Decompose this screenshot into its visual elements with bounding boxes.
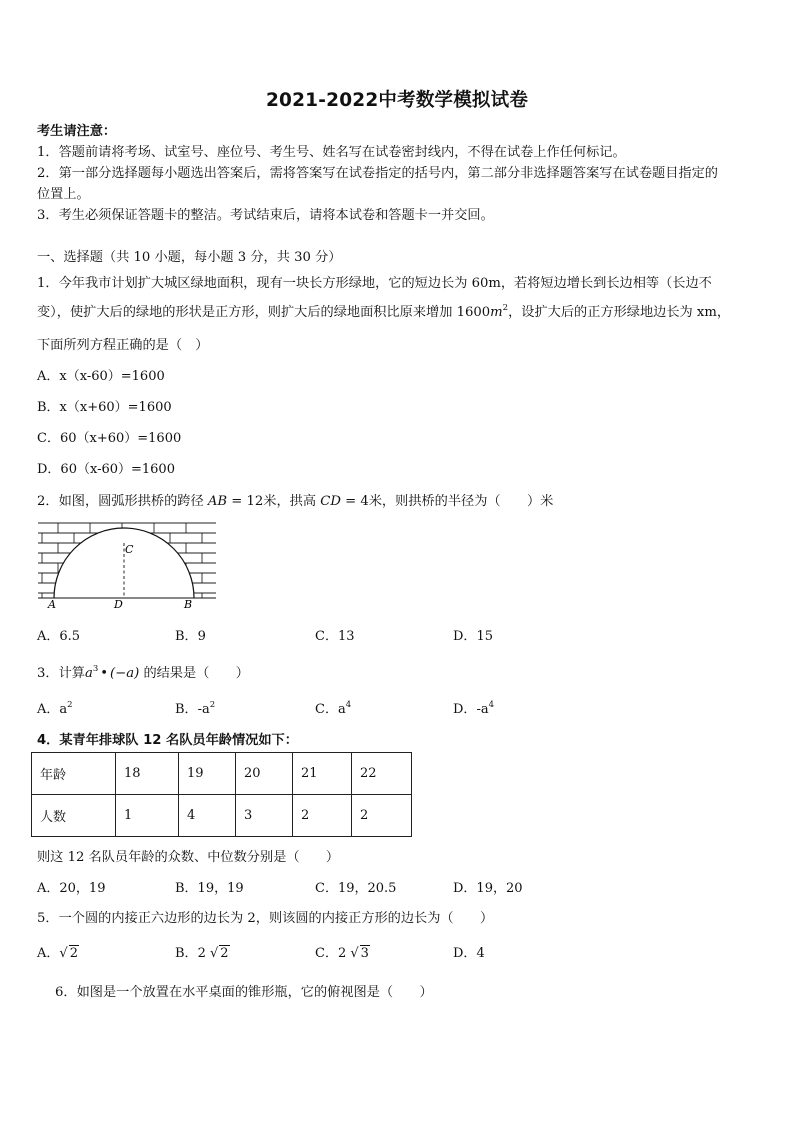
q1-unit-exp: 2 [502,303,509,313]
q3-option-b: B．$-a^2$ [175,700,216,717]
q3-prefix: 3．计算 [37,666,85,681]
q1-unit: m [490,305,503,320]
q2-option-a: A．6.5 [37,629,81,644]
notice-item: 3．考生必须保证答题卡的整洁。考试结束后，请将本试卷和答题卡一并交回。 [37,208,494,223]
q3-suffix: 的结果是（ ） [143,666,249,681]
table-cell: 人数 [32,795,116,837]
q4-option-a: A．20，19 [37,881,106,896]
q4-question: 则这 12 名队员年龄的众数、中位数分别是（ ） [37,850,340,865]
q1-text-line3: 下面所列方程正确的是（ ） [37,338,209,353]
q4-text: 4．某青年排球队 12 名队员年龄情况如下： [37,733,298,748]
table-cell: 20 [236,753,293,795]
q1-option-a: A．x（x-60）=1600 [37,369,165,384]
q2-cd: CD [320,494,341,509]
q2-text-a: 2．如图，圆弧形拱桥的跨径 [37,494,208,509]
q5-option-d: D．4 [453,946,485,961]
q4-option-d: D．19，20 [453,881,523,896]
table-cell: 年龄 [32,753,116,795]
q3-option-d: D．$-a^4$ [453,700,495,717]
q1-text-line2a: 变），使扩大后的绿地的形状是正方形，则扩大后的绿地面积比原来增加 1600 [37,305,491,320]
q1-option-c: C．60（x+60）=1600 [37,431,182,446]
notice-item: 1．答题前请将考场、试室号、座位号、考生号、姓名写在试卷密封线内，不得在试卷上作任何标记。 [37,145,626,160]
q6-text: 6．如图是一个放置在水平桌面的锥形瓶，它的俯视图是（ ） [55,985,433,1000]
q1-text-line1: 1．今年我市计划扩大城区绿地面积，现有一块长方形绿地，它的短边长为 60m，若将短边增长到长边相等（长边不 [37,276,712,291]
table-cell: 1 [116,795,179,837]
q5-text: 5．一个圆的内接正六边形的边长为 2，则该圆的内接正方形的边长为（ ） [37,911,494,926]
q1-text-line2 [37,301,730,320]
q3-dot: • [100,666,109,681]
q2-option-d: D．15 [453,629,493,644]
table-cell: 22 [352,753,412,795]
label-c: C [125,543,134,556]
notice-item: 2．第一部分选择题每小题选出答案后，需将答案写在试卷指定的括号内，第二部分非选择题答案写在试卷题目指定的 [37,166,718,181]
q1-text-line2b: ，设扩大后的正方形绿地边长为 xm， [508,305,731,320]
q5-option-a: A．√ 2 [37,946,78,961]
table-cell: 3 [236,795,293,837]
q3-exp: 3 [92,664,99,674]
table-row [32,795,412,837]
q3-option-a: A．$a^2$ [37,700,73,717]
q2-cd-value: = 4 [340,494,369,509]
q4-option-c: C．19，20.5 [315,881,397,896]
q3-base: a [84,666,93,681]
label-a: A [48,598,56,611]
q1-option-b: B．x（x+60）=1600 [37,400,172,415]
q2-option-b: B．9 [175,629,206,644]
table-cell: 4 [179,795,236,837]
section-heading: 一、选择题（共 10 小题，每小题 3 分，共 30 分） [37,250,342,265]
table-cell: 2 [352,795,412,837]
table-cell: 2 [293,795,352,837]
q3-text [37,662,249,681]
table-cell: 21 [293,753,352,795]
q2-ab: AB [207,494,228,509]
age-table [31,752,412,837]
label-d: D [114,598,123,611]
q1-option-d: D．60（x-60）=1600 [37,462,175,477]
q2-text-b: 米，拱高 [263,494,321,509]
q2-option-c: C．13 [315,629,355,644]
page-title: 2021-2022中考数学模拟试卷 [265,90,529,111]
q2-text-c: 米，则拱桥的半径为（ ）米 [368,494,554,509]
label-b: B [184,598,193,611]
table-cell: 19 [179,753,236,795]
q4-option-b: B．19，19 [175,881,244,896]
bridge-figure [38,522,218,612]
notice-item: 位置上。 [37,187,90,202]
q3-factor: (−a) [110,666,140,681]
q5-option-c: C．2 √ 3 [315,946,369,961]
q2-ab-value: = 12 [227,494,264,509]
q3-option-c: C．$a^4$ [315,700,352,717]
notice-heading: 考生请注意： [37,124,117,139]
q2-text [37,490,553,509]
table-row [32,753,412,795]
q5-option-b: B．2 √ 2 [175,946,229,961]
table-cell: 18 [116,753,179,795]
